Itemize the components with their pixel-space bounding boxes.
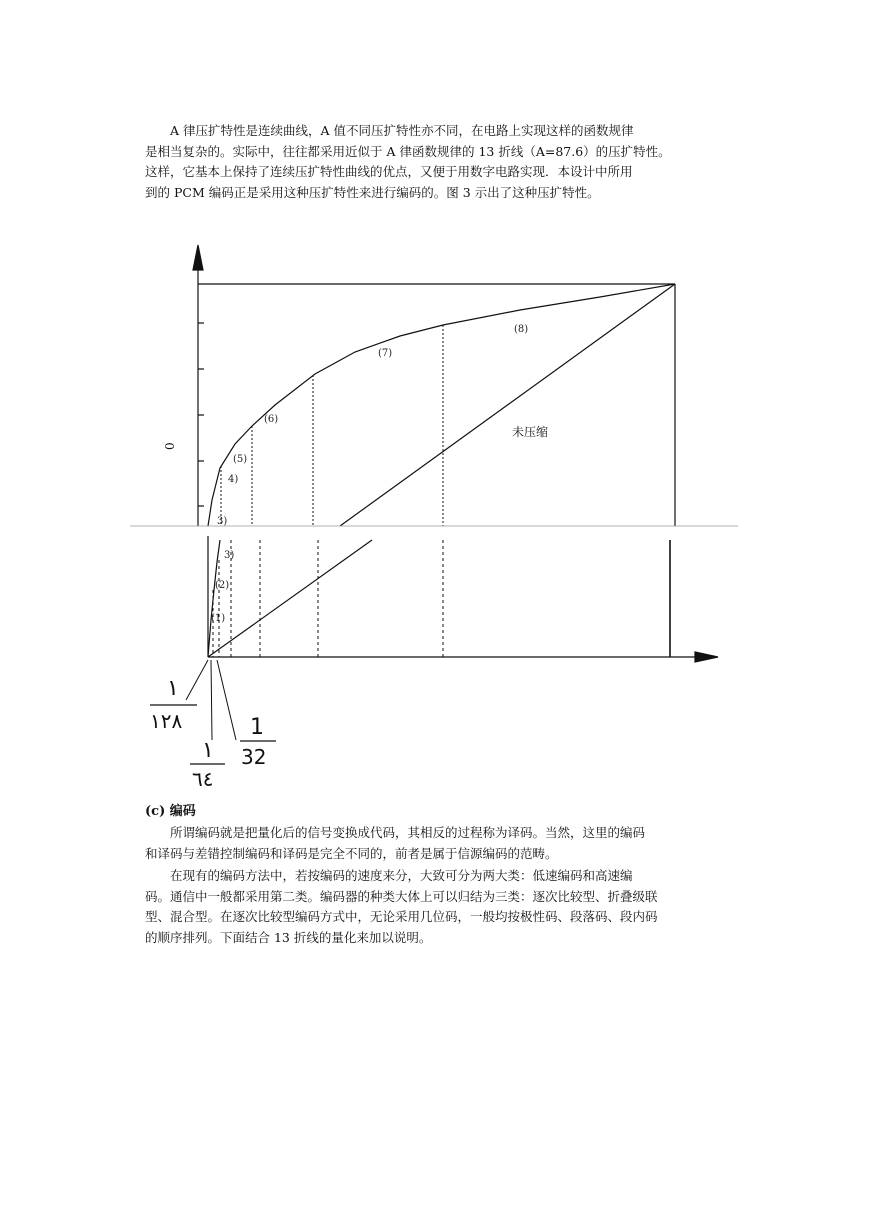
para-line: 的顺序排列。下面结合 13 折线的量化来加以说明。 — [145, 929, 432, 945]
segment-label-5: (5) — [233, 454, 248, 465]
compression-characteristic-figure — [0, 240, 869, 800]
segment-label-3-lower: 3) — [224, 550, 235, 561]
segment-label-2: (2) — [215, 580, 230, 591]
fraction-denominator: 32 — [241, 745, 267, 769]
right-arrow-icon — [695, 652, 718, 662]
para-line: 在现有的编码方法中，若按编码的速度来分，大致可分为两大类：低速编码和高速编 — [170, 868, 633, 883]
fraction-denominator: ٦٤ — [192, 767, 214, 791]
fraction-numerator: ١ — [167, 676, 179, 701]
fraction-1-128 — [150, 676, 197, 733]
intro-line-2: 是相当复杂的。实际中，往往都采用近似于 A 律函数规律的 13 折线（A=87.6）的压扩特性。 — [145, 143, 671, 159]
fraction-1-64 — [190, 738, 225, 791]
fraction-numerator: 1 — [250, 715, 264, 740]
para-line: 所谓编码就是把量化后的信号变换成代码，其相反的过程称为译码。当然，这里的编码 — [170, 825, 646, 840]
section-c-paragraph-1 — [145, 823, 730, 864]
pointer-line — [211, 660, 212, 740]
upper-panel — [193, 245, 675, 526]
uncompressed-label: 未压缩 — [512, 425, 549, 439]
segment-label-1: (1) — [211, 613, 226, 624]
segment-label-4: 4) — [228, 474, 239, 485]
fraction-numerator: ١ — [202, 738, 214, 763]
fraction-denominator: ١٢٨ — [150, 709, 183, 733]
segment-label-3-upper: 3) — [217, 516, 228, 527]
section-heading: (c) 编码 — [145, 804, 196, 819]
pointer-line — [186, 660, 208, 700]
intro-line-3: 这样，它基本上保持了连续压扩特性曲线的优点，又便于用数字电路实现．本设计中所用 — [145, 164, 633, 179]
section-c-paragraph-2 — [145, 866, 730, 948]
segment-label-8: (8) — [514, 324, 529, 335]
pointer-line — [217, 660, 236, 740]
para-line: 和译码与差错控制编码和译码是完全不同的，前者是属于信源编码的范畴。 — [145, 845, 558, 861]
segment-label-6: (6) — [264, 414, 279, 425]
compressed-curve-lower — [208, 540, 220, 657]
y-axis-label: 0 — [163, 442, 177, 450]
intro-line-1: A 律压扩特性是连续曲线，A 值不同压扩特性亦不同，在电路上实现这样的函数规律 — [170, 123, 634, 138]
para-line: 型、混合型。在逐次比较型编码方式中，无论采用几位码，一般均按极性码、段落码、段内码 — [145, 909, 658, 924]
intro-line-4: 到的 PCM 编码正是采用这种压扩特性来进行编码的。图 3 示出了这种压扩特性。 — [145, 184, 600, 200]
uncompressed-line-upper — [340, 284, 675, 526]
lower-panel — [186, 536, 718, 740]
fraction-1-32 — [240, 715, 276, 769]
para-line: 码。通信中一般都采用第二类。编码器的种类大体上可以归结为三类：逐次比较型、折叠级联 — [145, 888, 658, 904]
compressed-curve-upper — [208, 284, 675, 526]
segment-label-7: (7) — [378, 348, 393, 359]
intro-paragraph — [145, 121, 730, 203]
up-arrow-icon — [193, 245, 203, 270]
